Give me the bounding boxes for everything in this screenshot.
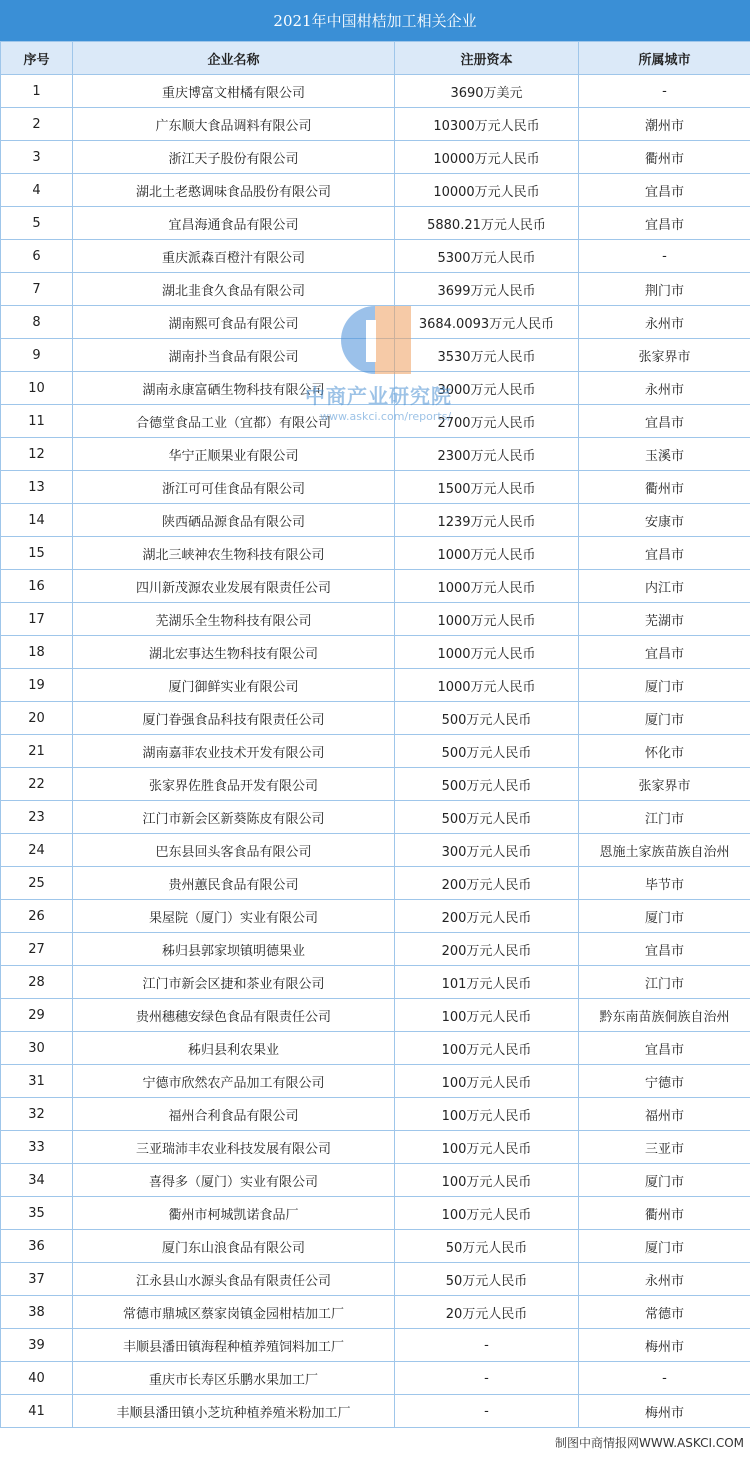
column-header-company: 企业名称 bbox=[73, 42, 395, 75]
cell-index: 17 bbox=[1, 603, 73, 636]
cell-index: 31 bbox=[1, 1065, 73, 1098]
table-row bbox=[1, 108, 750, 141]
cell-company-name: 常德市鼎城区蔡家岗镇金园柑桔加工厂 bbox=[73, 1296, 395, 1329]
cell-company-name: 巴东县回头客食品有限公司 bbox=[73, 834, 395, 867]
cell-city: 三亚市 bbox=[579, 1131, 750, 1164]
cell-company-name: 丰顺县潘田镇小芝坑种植养殖米粉加工厂 bbox=[73, 1395, 395, 1428]
cell-registered-capital: 3530万元人民币 bbox=[395, 339, 579, 372]
cell-index: 41 bbox=[1, 1395, 73, 1428]
cell-registered-capital: 5880.21万元人民币 bbox=[395, 207, 579, 240]
table-row bbox=[1, 537, 750, 570]
cell-index: 30 bbox=[1, 1032, 73, 1065]
cell-registered-capital: 200万元人民币 bbox=[395, 900, 579, 933]
table-row bbox=[1, 207, 750, 240]
cell-index: 19 bbox=[1, 669, 73, 702]
cell-company-name: 丰顺县潘田镇海程种植养殖饲料加工厂 bbox=[73, 1329, 395, 1362]
cell-index: 11 bbox=[1, 405, 73, 438]
cell-registered-capital: 500万元人民币 bbox=[395, 768, 579, 801]
table-row bbox=[1, 933, 750, 966]
cell-index: 9 bbox=[1, 339, 73, 372]
cell-city: 荆门市 bbox=[579, 273, 750, 306]
cell-city: 毕节市 bbox=[579, 867, 750, 900]
cell-city: - bbox=[579, 240, 750, 273]
table-row bbox=[1, 669, 750, 702]
table-row bbox=[1, 834, 750, 867]
cell-city: 宜昌市 bbox=[579, 207, 750, 240]
table-row bbox=[1, 999, 750, 1032]
cell-city: 厦门市 bbox=[579, 1230, 750, 1263]
cell-company-name: 重庆市长寿区乐鹏水果加工厂 bbox=[73, 1362, 395, 1395]
cell-registered-capital: 1000万元人民币 bbox=[395, 603, 579, 636]
cell-registered-capital: 500万元人民币 bbox=[395, 801, 579, 834]
cell-company-name: 湖南熙可食品有限公司 bbox=[73, 306, 395, 339]
cell-registered-capital: 100万元人民币 bbox=[395, 1131, 579, 1164]
cell-company-name: 重庆博富文柑橘有限公司 bbox=[73, 75, 395, 108]
cell-company-name: 广东顺大食品调料有限公司 bbox=[73, 108, 395, 141]
cell-city: 玉溪市 bbox=[579, 438, 750, 471]
cell-index: 21 bbox=[1, 735, 73, 768]
cell-city: 恩施土家族苗族自治州 bbox=[579, 834, 750, 867]
cell-registered-capital: 3684.0093万元人民币 bbox=[395, 306, 579, 339]
cell-registered-capital: 2300万元人民币 bbox=[395, 438, 579, 471]
cell-registered-capital: 1239万元人民币 bbox=[395, 504, 579, 537]
cell-city: 张家界市 bbox=[579, 768, 750, 801]
cell-city: 梅州市 bbox=[579, 1395, 750, 1428]
cell-city: 潮州市 bbox=[579, 108, 750, 141]
cell-city: 张家界市 bbox=[579, 339, 750, 372]
cell-index: 40 bbox=[1, 1362, 73, 1395]
table-row bbox=[1, 1395, 750, 1428]
cell-city: 厦门市 bbox=[579, 669, 750, 702]
cell-company-name: 三亚瑞沛丰农业科技发展有限公司 bbox=[73, 1131, 395, 1164]
table-row bbox=[1, 339, 750, 372]
cell-index: 18 bbox=[1, 636, 73, 669]
cell-index: 32 bbox=[1, 1098, 73, 1131]
table-row bbox=[1, 1296, 750, 1329]
cell-index: 27 bbox=[1, 933, 73, 966]
cell-city: 宜昌市 bbox=[579, 636, 750, 669]
cell-index: 29 bbox=[1, 999, 73, 1032]
cell-registered-capital: 1000万元人民币 bbox=[395, 570, 579, 603]
cell-index: 38 bbox=[1, 1296, 73, 1329]
cell-company-name: 江永县山水源头食品有限责任公司 bbox=[73, 1263, 395, 1296]
cell-company-name: 重庆派森百橙汁有限公司 bbox=[73, 240, 395, 273]
cell-company-name: 福州合利食品有限公司 bbox=[73, 1098, 395, 1131]
table-row bbox=[1, 1263, 750, 1296]
cell-index: 35 bbox=[1, 1197, 73, 1230]
cell-city: 永州市 bbox=[579, 306, 750, 339]
cell-city: 永州市 bbox=[579, 372, 750, 405]
cell-registered-capital: 2700万元人民币 bbox=[395, 405, 579, 438]
table-row bbox=[1, 900, 750, 933]
cell-company-name: 厦门眷强食品科技有限责任公司 bbox=[73, 702, 395, 735]
table-row bbox=[1, 273, 750, 306]
cell-city: 永州市 bbox=[579, 1263, 750, 1296]
cell-city: 厦门市 bbox=[579, 702, 750, 735]
cell-registered-capital: 20万元人民币 bbox=[395, 1296, 579, 1329]
cell-company-name: 江门市新会区捷和茶业有限公司 bbox=[73, 966, 395, 999]
table-row bbox=[1, 768, 750, 801]
cell-city: 常德市 bbox=[579, 1296, 750, 1329]
cell-index: 20 bbox=[1, 702, 73, 735]
cell-company-name: 江门市新会区新葵陈皮有限公司 bbox=[73, 801, 395, 834]
cell-index: 3 bbox=[1, 141, 73, 174]
cell-registered-capital: 10000万元人民币 bbox=[395, 141, 579, 174]
table-row bbox=[1, 75, 750, 108]
cell-city: 宜昌市 bbox=[579, 405, 750, 438]
cell-city: 江门市 bbox=[579, 966, 750, 999]
cell-index: 2 bbox=[1, 108, 73, 141]
cell-registered-capital: 10000万元人民币 bbox=[395, 174, 579, 207]
enterprise-table bbox=[0, 41, 750, 1428]
cell-city: 宜昌市 bbox=[579, 537, 750, 570]
cell-city: 芜湖市 bbox=[579, 603, 750, 636]
table-row bbox=[1, 372, 750, 405]
table-row bbox=[1, 636, 750, 669]
cell-company-name: 湖北宏事达生物科技有限公司 bbox=[73, 636, 395, 669]
table-row bbox=[1, 867, 750, 900]
cell-company-name: 厦门东山浪食品有限公司 bbox=[73, 1230, 395, 1263]
table-row bbox=[1, 471, 750, 504]
cell-registered-capital: 50万元人民币 bbox=[395, 1230, 579, 1263]
table-row bbox=[1, 504, 750, 537]
table-row bbox=[1, 405, 750, 438]
cell-city: 厦门市 bbox=[579, 900, 750, 933]
cell-index: 23 bbox=[1, 801, 73, 834]
cell-index: 5 bbox=[1, 207, 73, 240]
cell-registered-capital: 10300万元人民币 bbox=[395, 108, 579, 141]
cell-registered-capital: 5300万元人民币 bbox=[395, 240, 579, 273]
cell-city: 宜昌市 bbox=[579, 1032, 750, 1065]
cell-city: - bbox=[579, 1362, 750, 1395]
cell-company-name: 秭归县郭家坝镇明德果业 bbox=[73, 933, 395, 966]
table-row bbox=[1, 735, 750, 768]
cell-company-name: 贵州穗穗安绿色食品有限责任公司 bbox=[73, 999, 395, 1032]
table-row bbox=[1, 1197, 750, 1230]
cell-city: 宁德市 bbox=[579, 1065, 750, 1098]
table-row bbox=[1, 1032, 750, 1065]
cell-registered-capital: 1000万元人民币 bbox=[395, 636, 579, 669]
cell-company-name: 湖南嘉菲农业技术开发有限公司 bbox=[73, 735, 395, 768]
cell-index: 10 bbox=[1, 372, 73, 405]
cell-index: 36 bbox=[1, 1230, 73, 1263]
cell-index: 4 bbox=[1, 174, 73, 207]
table-row bbox=[1, 1362, 750, 1395]
cell-index: 15 bbox=[1, 537, 73, 570]
cell-registered-capital: 101万元人民币 bbox=[395, 966, 579, 999]
cell-registered-capital: 3699万元人民币 bbox=[395, 273, 579, 306]
cell-city: 宜昌市 bbox=[579, 933, 750, 966]
table-row bbox=[1, 603, 750, 636]
cell-company-name: 厦门御鲜实业有限公司 bbox=[73, 669, 395, 702]
table-row bbox=[1, 966, 750, 999]
cell-index: 39 bbox=[1, 1329, 73, 1362]
cell-registered-capital: 1500万元人民币 bbox=[395, 471, 579, 504]
cell-registered-capital: 300万元人民币 bbox=[395, 834, 579, 867]
cell-city: 内江市 bbox=[579, 570, 750, 603]
cell-city: - bbox=[579, 75, 750, 108]
cell-city: 江门市 bbox=[579, 801, 750, 834]
table-body bbox=[1, 75, 750, 1428]
column-header-city: 所属城市 bbox=[579, 42, 750, 75]
cell-company-name: 张家界佐胜食品开发有限公司 bbox=[73, 768, 395, 801]
cell-registered-capital: 100万元人民币 bbox=[395, 1032, 579, 1065]
cell-index: 33 bbox=[1, 1131, 73, 1164]
cell-index: 8 bbox=[1, 306, 73, 339]
cell-registered-capital: 100万元人民币 bbox=[395, 1164, 579, 1197]
cell-index: 1 bbox=[1, 75, 73, 108]
cell-index: 25 bbox=[1, 867, 73, 900]
cell-company-name: 浙江天子股份有限公司 bbox=[73, 141, 395, 174]
table-row bbox=[1, 1230, 750, 1263]
watermark-url: www.askci.com/reports/ bbox=[320, 410, 452, 423]
cell-index: 28 bbox=[1, 966, 73, 999]
cell-company-name: 宁德市欣然农产品加工有限公司 bbox=[73, 1065, 395, 1098]
cell-city: 怀化市 bbox=[579, 735, 750, 768]
table-header-row bbox=[1, 42, 750, 75]
page-title: 2021年中国柑桔加工相关企业 bbox=[0, 0, 750, 41]
cell-company-name: 合德堂食品工业（宜都）有限公司 bbox=[73, 405, 395, 438]
column-header-index: 序号 bbox=[1, 42, 73, 75]
cell-index: 14 bbox=[1, 504, 73, 537]
table-row bbox=[1, 306, 750, 339]
cell-registered-capital: 50万元人民币 bbox=[395, 1263, 579, 1296]
cell-index: 24 bbox=[1, 834, 73, 867]
cell-city: 厦门市 bbox=[579, 1164, 750, 1197]
cell-index: 13 bbox=[1, 471, 73, 504]
table-row bbox=[1, 570, 750, 603]
table-row bbox=[1, 174, 750, 207]
table-row bbox=[1, 702, 750, 735]
cell-registered-capital: 200万元人民币 bbox=[395, 867, 579, 900]
cell-company-name: 湖南扑当食品有限公司 bbox=[73, 339, 395, 372]
cell-company-name: 芜湖乐全生物科技有限公司 bbox=[73, 603, 395, 636]
cell-registered-capital: 100万元人民币 bbox=[395, 1065, 579, 1098]
cell-index: 12 bbox=[1, 438, 73, 471]
column-header-capital: 注册资本 bbox=[395, 42, 579, 75]
cell-registered-capital: 100万元人民币 bbox=[395, 1197, 579, 1230]
table-row bbox=[1, 141, 750, 174]
cell-index: 37 bbox=[1, 1263, 73, 1296]
cell-city: 宜昌市 bbox=[579, 174, 750, 207]
table-row bbox=[1, 801, 750, 834]
cell-company-name: 宜昌海通食品有限公司 bbox=[73, 207, 395, 240]
cell-index: 34 bbox=[1, 1164, 73, 1197]
cell-registered-capital: 500万元人民币 bbox=[395, 702, 579, 735]
cell-index: 7 bbox=[1, 273, 73, 306]
table-row bbox=[1, 1065, 750, 1098]
cell-company-name: 衢州市柯城凯诺食品厂 bbox=[73, 1197, 395, 1230]
cell-company-name: 湖北韭食久食品有限公司 bbox=[73, 273, 395, 306]
cell-company-name: 喜得多（厦门）实业有限公司 bbox=[73, 1164, 395, 1197]
cell-company-name: 湖北三峡神农生物科技有限公司 bbox=[73, 537, 395, 570]
cell-city: 衢州市 bbox=[579, 141, 750, 174]
cell-registered-capital: 100万元人民币 bbox=[395, 1098, 579, 1131]
cell-city: 黔东南苗族侗族自治州 bbox=[579, 999, 750, 1032]
cell-city: 梅州市 bbox=[579, 1329, 750, 1362]
cell-index: 6 bbox=[1, 240, 73, 273]
cell-registered-capital: - bbox=[395, 1395, 579, 1428]
cell-city: 衢州市 bbox=[579, 1197, 750, 1230]
cell-index: 16 bbox=[1, 570, 73, 603]
table-row bbox=[1, 1164, 750, 1197]
table-row bbox=[1, 1131, 750, 1164]
cell-company-name: 湖南永康富硒生物科技有限公司 bbox=[73, 372, 395, 405]
cell-registered-capital: - bbox=[395, 1362, 579, 1395]
cell-company-name: 果屋院（厦门）实业有限公司 bbox=[73, 900, 395, 933]
cell-registered-capital: 1000万元人民币 bbox=[395, 669, 579, 702]
cell-company-name: 浙江可可佳食品有限公司 bbox=[73, 471, 395, 504]
cell-registered-capital: 3000万元人民币 bbox=[395, 372, 579, 405]
cell-city: 福州市 bbox=[579, 1098, 750, 1131]
cell-registered-capital: 1000万元人民币 bbox=[395, 537, 579, 570]
cell-registered-capital: 500万元人民币 bbox=[395, 735, 579, 768]
cell-registered-capital: 100万元人民币 bbox=[395, 999, 579, 1032]
cell-company-name: 陕西硒品源食品有限公司 bbox=[73, 504, 395, 537]
source-footer: 制图中商情报网WWW.ASKCI.COM bbox=[555, 1435, 744, 1450]
cell-registered-capital: - bbox=[395, 1329, 579, 1362]
cell-index: 22 bbox=[1, 768, 73, 801]
cell-registered-capital: 200万元人民币 bbox=[395, 933, 579, 966]
cell-index: 26 bbox=[1, 900, 73, 933]
cell-company-name: 秭归县利农果业 bbox=[73, 1032, 395, 1065]
table-row bbox=[1, 438, 750, 471]
table-row bbox=[1, 240, 750, 273]
cell-company-name: 四川新茂源农业发展有限责任公司 bbox=[73, 570, 395, 603]
table-row bbox=[1, 1329, 750, 1362]
cell-registered-capital: 3690万美元 bbox=[395, 75, 579, 108]
watermark-text: 中商产业研究院 bbox=[305, 384, 452, 408]
cell-company-name: 华宁正顺果业有限公司 bbox=[73, 438, 395, 471]
cell-city: 衢州市 bbox=[579, 471, 750, 504]
table-row bbox=[1, 1098, 750, 1131]
cell-city: 安康市 bbox=[579, 504, 750, 537]
cell-company-name: 贵州蕙民食品有限公司 bbox=[73, 867, 395, 900]
cell-company-name: 湖北土老憨调味食品股份有限公司 bbox=[73, 174, 395, 207]
